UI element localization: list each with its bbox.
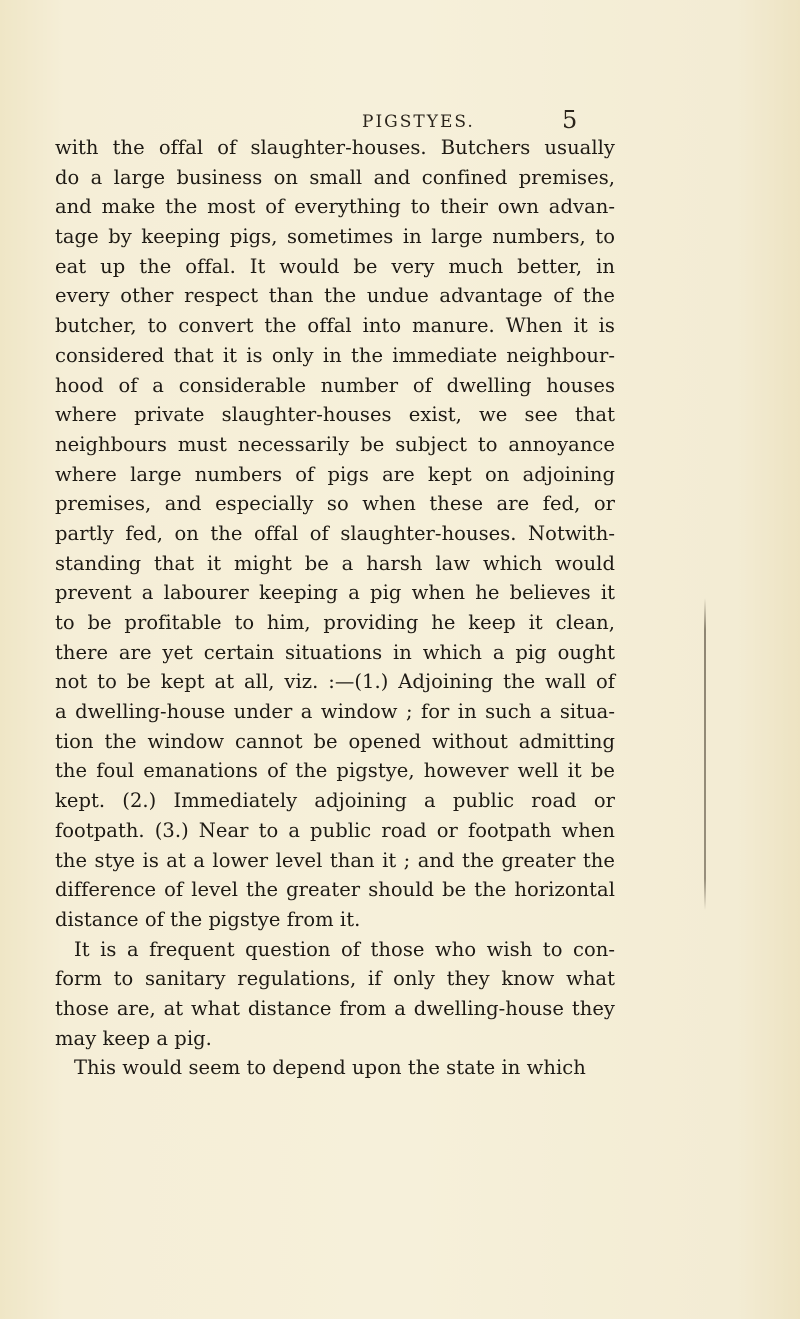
text-line: difference of level the greater should be the horizontal xyxy=(55,878,615,902)
page-number: 5 xyxy=(562,106,578,134)
text-line: tage by keeping pigs, sometimes in large numbers, to xyxy=(55,225,615,249)
text-line: distance of the pigstye from it. xyxy=(55,907,361,931)
text-line: may keep a pig. xyxy=(55,1026,212,1050)
text-line: with the offal of slaughter-houses. Butchers usually xyxy=(55,136,615,159)
text-line: every other respect than the undue advantage of the xyxy=(55,284,615,308)
text-line: a dwelling-house under a window ; for in such a situa- xyxy=(55,700,615,724)
body-text xyxy=(55,133,615,1083)
running-title: PIGSTYES. xyxy=(362,112,475,132)
text-line: eat up the offal. It would be very much better, in xyxy=(55,254,615,278)
text-line: hood of a considerable number of dwelling houses xyxy=(55,373,615,397)
text-line: butcher, to convert the offal into manure. When it is xyxy=(55,314,615,338)
text-line: partly fed, on the offal of slaughter-houses. Notwith- xyxy=(55,521,615,545)
text-line: tion the window cannot be opened without admitting xyxy=(55,729,615,753)
text-line: footpath. (3.) Near to a public road or footpath when xyxy=(55,818,615,842)
text-line: where private slaughter-houses exist, we see that xyxy=(55,403,615,427)
text-line: prevent a labourer keeping a pig when he believes it xyxy=(55,581,615,605)
text-line: neighbours must necessarily be subject to annoyance xyxy=(55,432,615,456)
text-line: those are, at what distance from a dwelling-house they xyxy=(55,996,615,1020)
text-line: the foul emanations of the pigstye, however well it be xyxy=(55,759,615,783)
text-line: form to sanitary regulations, if only they know what xyxy=(55,967,615,991)
text-line: the stye is at a lower level than it ; and the greater the xyxy=(55,848,615,872)
text-line: standing that it might be a harsh law which would xyxy=(55,551,615,575)
text-line: where large numbers of pigs are kept on adjoining xyxy=(55,462,615,486)
text-line: It is a frequent question of those who wish to con- xyxy=(74,937,615,961)
text-line: considered that it is only in the immediate neighbour- xyxy=(55,343,615,367)
text-line: there are yet certain situations in which a pig ought xyxy=(55,640,615,664)
text-line: This would seem to depend upon the state in which xyxy=(74,1056,586,1080)
text-line: kept. (2.) Immediately adjoining a public road or xyxy=(55,789,615,813)
text-line: premises, and especially so when these are fed, or xyxy=(55,492,615,516)
text-line: do a large business on small and confined premises, xyxy=(55,165,615,189)
text-line: to be profitable to him, providing he keep it clean, xyxy=(55,611,615,634)
text-line: not to be kept at all, viz. :—(1.) Adjoining the wall of xyxy=(55,670,615,694)
margin-pencil-mark xyxy=(704,598,706,910)
text-line: and make the most of everything to their own advan- xyxy=(55,195,615,219)
